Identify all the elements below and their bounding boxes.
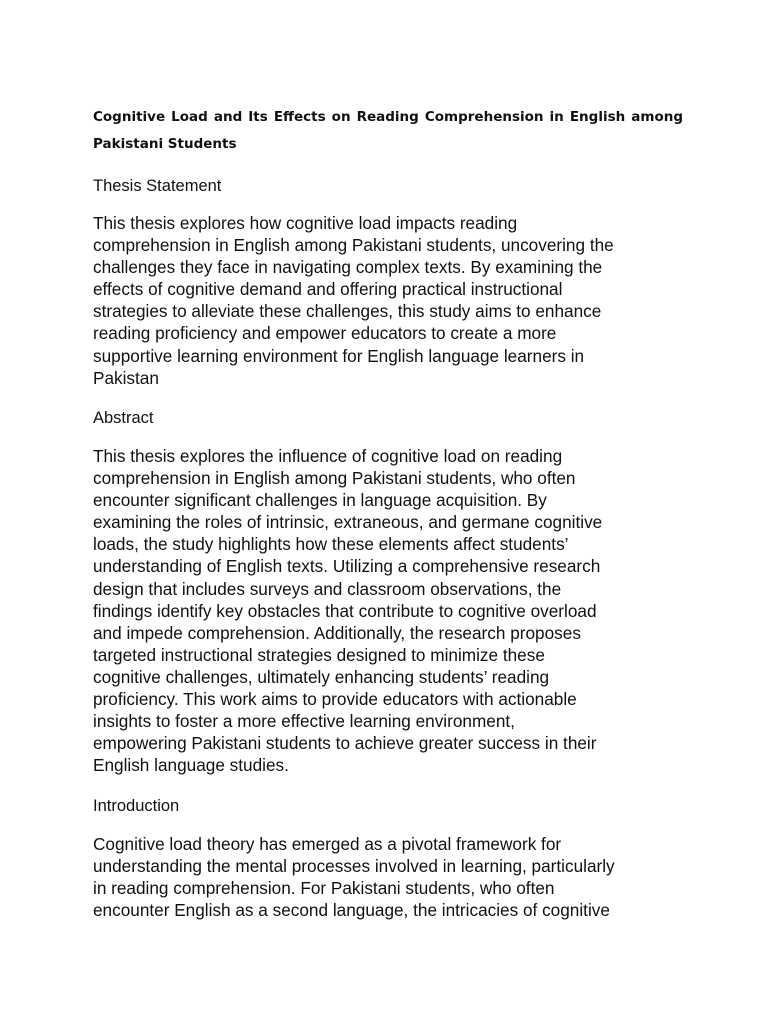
heading-thesis-statement: Thesis Statement bbox=[93, 177, 222, 195]
paragraph-thesis-statement: This thesis explores how cognitive load impacts reading comprehension in English among Pakistani students, uncovering the challenges they face in navigating complex texts. By examining the effects of cognitive demand and offering practical instructional strategies to alleviate these challenges, this study aims to enhance reading proficiency and empower educators to create a more supportive learning environment for English language learners in Pakistan bbox=[93, 213, 614, 388]
paragraph-introduction: Cognitive load theory has emerged as a pivotal framework for understanding the mental processes involved in learning, particularly in reading comprehension. For Pakistani students, who often encounter English as a second language, the intricacies of cognitive bbox=[93, 834, 615, 921]
heading-abstract: Abstract bbox=[93, 409, 154, 427]
document-title: Cognitive Load and Its Effects on Reading Comprehension in English among Pakistani Students bbox=[93, 109, 683, 152]
paragraph-abstract: This thesis explores the influence of cognitive load on reading comprehension in English among Pakistani students, who often encounter significant challenges in language acquisition. By examining the roles of intrinsic, extraneous, and germane cognitive loads, the study highlights how these elements affect students’ understanding of English texts. Utilizing a comprehensive research design that includes surveys and classroom observations, the findings identify key obstacles that contribute to cognitive overload and impede comprehension. Additionally, the research proposes targeted instructional strategies designed to minimize these cognitive challenges, ultimately enhancing students’ reading proficiency. This work aims to provide educators with actionable insights to foster a more effective learning environment, empowering Pakistani students to achieve greater success in their English language studies. bbox=[93, 446, 603, 776]
heading-introduction: Introduction bbox=[93, 797, 180, 815]
